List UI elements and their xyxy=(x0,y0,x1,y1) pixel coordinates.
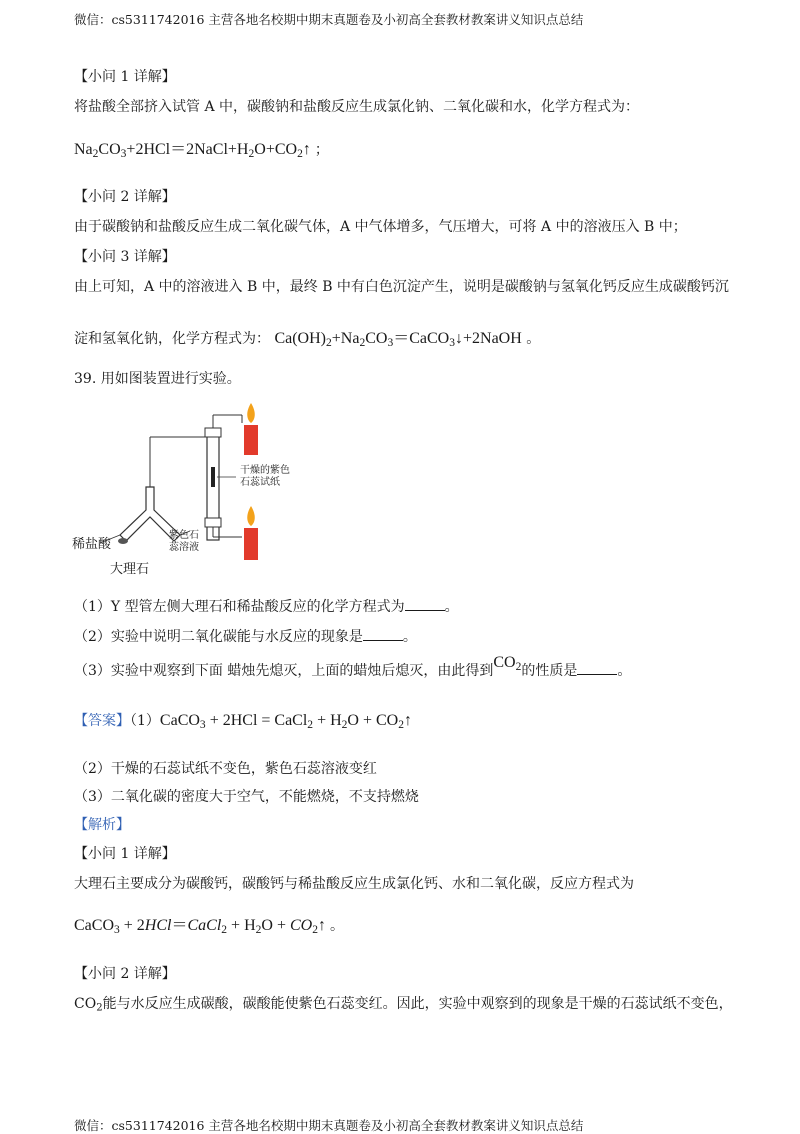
prev-q3-head: 【小问 3 详解】 xyxy=(74,249,176,265)
prev-q3-equation: $Ca(OH)_2+Na_2CO_3=CaCO_3↓+2NaOH$ xyxy=(274,330,522,349)
label-litmus-solution: 紫色石蕊溶液 xyxy=(169,530,199,553)
prev-q1-head: 【小问 1 详解】 xyxy=(74,69,176,85)
upper-flame xyxy=(247,403,255,423)
analysis-1-text: 大理石主要成分为碳酸钙，碳酸钙与稀盐酸反应生成氯化钙、水和二氧化碳，反应方程式为 xyxy=(74,876,634,892)
litmus-paper xyxy=(211,467,215,487)
question-1: （1）Y 型管左侧大理石和稀盐酸反应的化学方程式为 。 xyxy=(74,599,459,615)
analysis-1-head: 【小问 1 详解】 xyxy=(74,846,176,862)
question-stem: 39. 用如图装置进行实验。 xyxy=(74,371,241,387)
lower-candle xyxy=(244,528,258,560)
label-litmus-paper: 干燥的紫色石蕊试纸 xyxy=(240,465,290,488)
upper-candle xyxy=(244,425,258,455)
analysis-1-equation: CaCO$_3$ + 2HCl＝CaCl$_2$ + $H_2O$ + $CO_2↑$ 。 xyxy=(74,917,344,936)
prev-q1-equation: $Na_2CO_3+2HCl=2NaCl+H_2O+CO_2↑$ ； xyxy=(74,141,329,160)
answer-2: （2）干燥的石蕊试纸不变色，紫色石蕊溶液变红 xyxy=(74,761,377,777)
page-footer: 微信：cs5311742016 主营各地名校期中期末真题卷及小初高全套教材教案讲义知识点总结 xyxy=(74,1118,584,1133)
analysis-2-head: 【小问 2 详解】 xyxy=(74,966,176,982)
answer-1: 【答案】（1）CaCO$_3$ + 2HCl = CaCl$_2$ + $H_2O$ + $CO_2↑$ xyxy=(74,712,412,731)
label-marble: 大理石 xyxy=(110,562,150,577)
answer-blank-3 xyxy=(577,661,617,675)
prev-q2-head: 【小问 2 详解】 xyxy=(74,189,176,205)
analysis-tag: 【解析】 xyxy=(74,817,130,833)
prev-q2-text: 由于碳酸钠和盐酸反应生成二氧化碳气体，A 中气体增多，气压增大，可将 A 中的溶液压入 B 中； xyxy=(74,219,687,235)
question-2: （2）实验中说明二氧化碳能与水反应的现象是 。 xyxy=(74,629,417,645)
marble-chips xyxy=(118,538,128,544)
prev-q3-text1: 由上可知，A 中的溶液进入 B 中，最终 B 中有白色沉淀产生，说明是碳酸钠与氢氧化钙反应生成碳酸钙沉 xyxy=(74,279,729,295)
prev-q1-text: 将盐酸全部挤入试管 A 中，碳酸钠和盐酸反应生成氯化钠、二氧化碳和水，化学方程式为： xyxy=(74,99,640,115)
answer-tag: 【答案】 xyxy=(74,713,130,729)
answer-blank-2 xyxy=(363,627,403,641)
analysis-2-text: $CO_2$能与水反应生成碳酸，碳酸能使紫色石蕊变红。因此，实验中观察到的现象是干燥的石蕊试纸不变色， xyxy=(74,996,733,1014)
prev-q3-text2: 淀和氢氧化钠，化学方程式为： $Ca(OH)_2+Na_2CO_3=CaCO_3↓+2NaOH$ 。 xyxy=(74,330,541,349)
page-header: 微信：cs5311742016 主营各地名校期中期末真题卷及小初高全套教材教案讲义知识点总结 xyxy=(74,12,584,27)
answer-blank-1 xyxy=(405,597,445,611)
stopper-bottom xyxy=(205,518,221,527)
apparatus-drawing xyxy=(70,395,330,585)
answer-3: （3）二氧化碳的密度大于空气，不能燃烧，不支持燃烧 xyxy=(74,789,419,805)
experiment-diagram xyxy=(70,395,330,585)
stopper-top xyxy=(205,428,221,437)
lower-flame xyxy=(247,506,255,526)
label-dilute-hcl: 稀盐酸 xyxy=(72,537,112,552)
question-3: （3）实验中观察到下面 蜡烛先熄灭，上面的蜡烛后熄灭，由此得到$CO_2$的性质是 。 xyxy=(74,654,632,679)
